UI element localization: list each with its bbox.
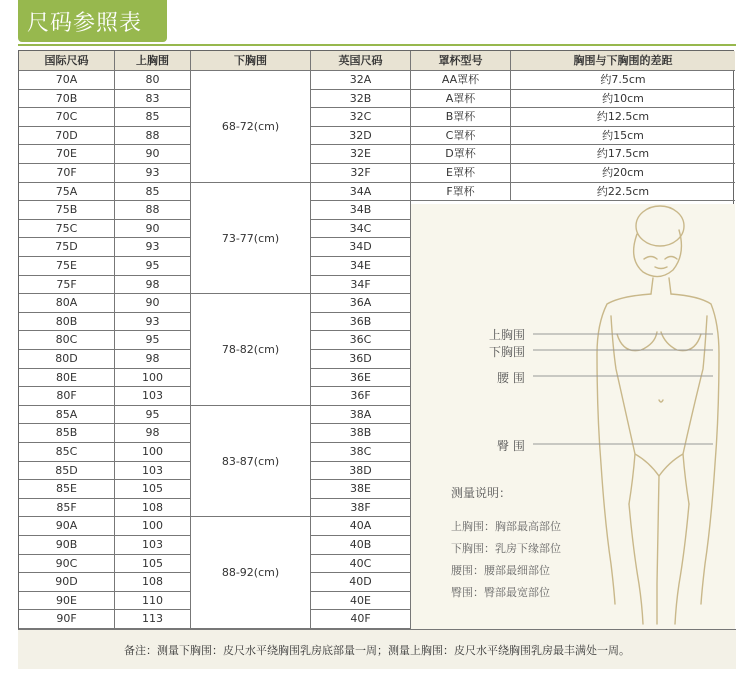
uk-size-cell: 34F [311, 276, 411, 295]
size-chart-table [18, 50, 734, 630]
intl-size-cell: 75F [19, 276, 115, 295]
upper-bust-cell: 90 [115, 145, 191, 164]
uk-size-cell: 36D [311, 350, 411, 369]
intl-size-cell: 70D [19, 127, 115, 146]
column-header: 英国尺码 [311, 51, 411, 71]
cup-type-cell: C罩杯 [411, 127, 511, 146]
underbust-range-cell: 73-77(cm) [191, 183, 311, 295]
uk-size-cell: 40A [311, 517, 411, 536]
measure-item: 臀围：臀部最宽部位 [451, 586, 550, 599]
uk-size-cell: 40F [311, 610, 411, 629]
measure-title: 测量说明： [451, 486, 512, 500]
intl-size-cell: 90D [19, 573, 115, 592]
page-title: 尺码参照表 [27, 11, 143, 36]
upper-bust-cell: 105 [115, 555, 191, 574]
intl-size-cell: 75E [19, 257, 115, 276]
uk-size-cell: 38B [311, 424, 411, 443]
intl-size-cell: 75D [19, 238, 115, 257]
uk-size-cell: 38F [311, 499, 411, 518]
cup-type-cell: AA罩杯 [411, 71, 511, 90]
upper-bust-cell: 90 [115, 220, 191, 239]
uk-size-cell: 36B [311, 313, 411, 332]
upper-bust-cell: 93 [115, 238, 191, 257]
upper-bust-cell: 95 [115, 406, 191, 425]
bust-difference-cell: 约10cm [511, 90, 735, 109]
uk-size-cell: 34C [311, 220, 411, 239]
underbust-range-cell: 78-82(cm) [191, 294, 311, 406]
uk-size-cell: 40E [311, 592, 411, 611]
intl-size-cell: 70E [19, 145, 115, 164]
uk-size-cell: 40B [311, 536, 411, 555]
upper-bust-cell: 113 [115, 610, 191, 629]
hip-label: 臀 围 [497, 439, 525, 453]
uk-size-cell: 34D [311, 238, 411, 257]
bust-difference-cell: 约20cm [511, 164, 735, 183]
measure-item: 下胸围：乳房下缘部位 [451, 542, 561, 555]
upper-bust-cell: 83 [115, 90, 191, 109]
upper-bust-cell: 108 [115, 573, 191, 592]
intl-size-cell: 90B [19, 536, 115, 555]
bust-difference-cell: 约7.5cm [511, 71, 735, 90]
uk-size-cell: 38A [311, 406, 411, 425]
bust-difference-cell: 约22.5cm [511, 183, 735, 202]
column-header: 上胸围 [115, 51, 191, 71]
measure-item: 腰围：腰部最细部位 [451, 564, 550, 577]
footer-text: 备注：测量下胸围：皮尺水平绕胸围乳房底部量一周；测量上胸围：皮尺水平绕胸围乳房最丰满处一周。 [124, 644, 630, 657]
upper-bust-cell: 88 [115, 127, 191, 146]
underbust-range-cell: 68-72(cm) [191, 71, 311, 183]
upper-bust-cell: 90 [115, 294, 191, 313]
column-header: 胸围与下胸围的差距 [511, 51, 735, 71]
upper-bust-cell: 103 [115, 536, 191, 555]
intl-size-cell: 70F [19, 164, 115, 183]
upper-bust-cell: 88 [115, 201, 191, 220]
intl-size-cell: 85E [19, 480, 115, 499]
uk-size-cell: 36C [311, 331, 411, 350]
cup-type-cell: F罩杯 [411, 183, 511, 202]
intl-size-cell: 85F [19, 499, 115, 518]
intl-size-cell: 70B [19, 90, 115, 109]
title-banner [18, 0, 167, 42]
uk-size-cell: 40C [311, 555, 411, 574]
cup-type-cell: D罩杯 [411, 145, 511, 164]
intl-size-cell: 75A [19, 183, 115, 202]
upper-bust-cell: 95 [115, 257, 191, 276]
uk-size-cell: 38C [311, 443, 411, 462]
intl-size-cell: 75C [19, 220, 115, 239]
upper-bust-cell: 103 [115, 387, 191, 406]
uk-size-cell: 34E [311, 257, 411, 276]
uk-size-cell: 34A [311, 183, 411, 202]
measure-item: 上胸围：胸部最高部位 [451, 520, 561, 533]
uk-size-cell: 36F [311, 387, 411, 406]
intl-size-cell: 90C [19, 555, 115, 574]
uk-size-cell: 38D [311, 462, 411, 481]
uk-size-cell: 34B [311, 201, 411, 220]
upper-bust-cell: 93 [115, 313, 191, 332]
body-illustration-panel [411, 204, 735, 630]
intl-size-cell: 80A [19, 294, 115, 313]
underbust-range-cell: 88-92(cm) [191, 517, 311, 629]
bust-difference-cell: 约15cm [511, 127, 735, 146]
upper-bust-cell: 98 [115, 276, 191, 295]
underbust-range-cell: 83-87(cm) [191, 406, 311, 518]
uk-size-cell: 38E [311, 480, 411, 499]
intl-size-cell: 75B [19, 201, 115, 220]
upper-bust-cell: 85 [115, 108, 191, 127]
intl-size-cell: 90F [19, 610, 115, 629]
uk-size-cell: 32E [311, 145, 411, 164]
intl-size-cell: 90A [19, 517, 115, 536]
uk-size-cell: 36E [311, 369, 411, 388]
intl-size-cell: 80C [19, 331, 115, 350]
intl-size-cell: 85B [19, 424, 115, 443]
uk-size-cell: 40D [311, 573, 411, 592]
intl-size-cell: 85D [19, 462, 115, 481]
upper-bust-cell: 100 [115, 443, 191, 462]
upper-bust-cell: 105 [115, 480, 191, 499]
title-divider [18, 44, 736, 46]
upper-bust-cell: 85 [115, 183, 191, 202]
uk-size-cell: 36A [311, 294, 411, 313]
intl-size-cell: 70C [19, 108, 115, 127]
upper-bust-label: 上胸围 [489, 328, 526, 342]
intl-size-cell: 80F [19, 387, 115, 406]
uk-size-cell: 32B [311, 90, 411, 109]
intl-size-cell: 85A [19, 406, 115, 425]
upper-bust-cell: 80 [115, 71, 191, 90]
under-bust-label: 下胸围 [489, 345, 526, 359]
upper-bust-cell: 108 [115, 499, 191, 518]
uk-size-cell: 32F [311, 164, 411, 183]
bust-difference-cell: 约17.5cm [511, 145, 735, 164]
cup-type-cell: A罩杯 [411, 90, 511, 109]
waist-label: 腰 围 [497, 371, 525, 385]
intl-size-cell: 90E [19, 592, 115, 611]
uk-size-cell: 32C [311, 108, 411, 127]
upper-bust-cell: 98 [115, 424, 191, 443]
cup-type-cell: E罩杯 [411, 164, 511, 183]
intl-size-cell: 80E [19, 369, 115, 388]
footer-note [18, 629, 736, 669]
uk-size-cell: 32A [311, 71, 411, 90]
intl-size-cell: 80B [19, 313, 115, 332]
column-header: 罩杯型号 [411, 51, 511, 71]
intl-size-cell: 70A [19, 71, 115, 90]
upper-bust-cell: 103 [115, 462, 191, 481]
upper-bust-cell: 93 [115, 164, 191, 183]
upper-bust-cell: 110 [115, 592, 191, 611]
intl-size-cell: 80D [19, 350, 115, 369]
upper-bust-cell: 98 [115, 350, 191, 369]
bust-difference-cell: 约12.5cm [511, 108, 735, 127]
column-header: 下胸围 [191, 51, 311, 71]
upper-bust-cell: 100 [115, 517, 191, 536]
intl-size-cell: 85C [19, 443, 115, 462]
upper-bust-cell: 100 [115, 369, 191, 388]
uk-size-cell: 32D [311, 127, 411, 146]
upper-bust-cell: 95 [115, 331, 191, 350]
column-header: 国际尺码 [19, 51, 115, 71]
cup-type-cell: B罩杯 [411, 108, 511, 127]
